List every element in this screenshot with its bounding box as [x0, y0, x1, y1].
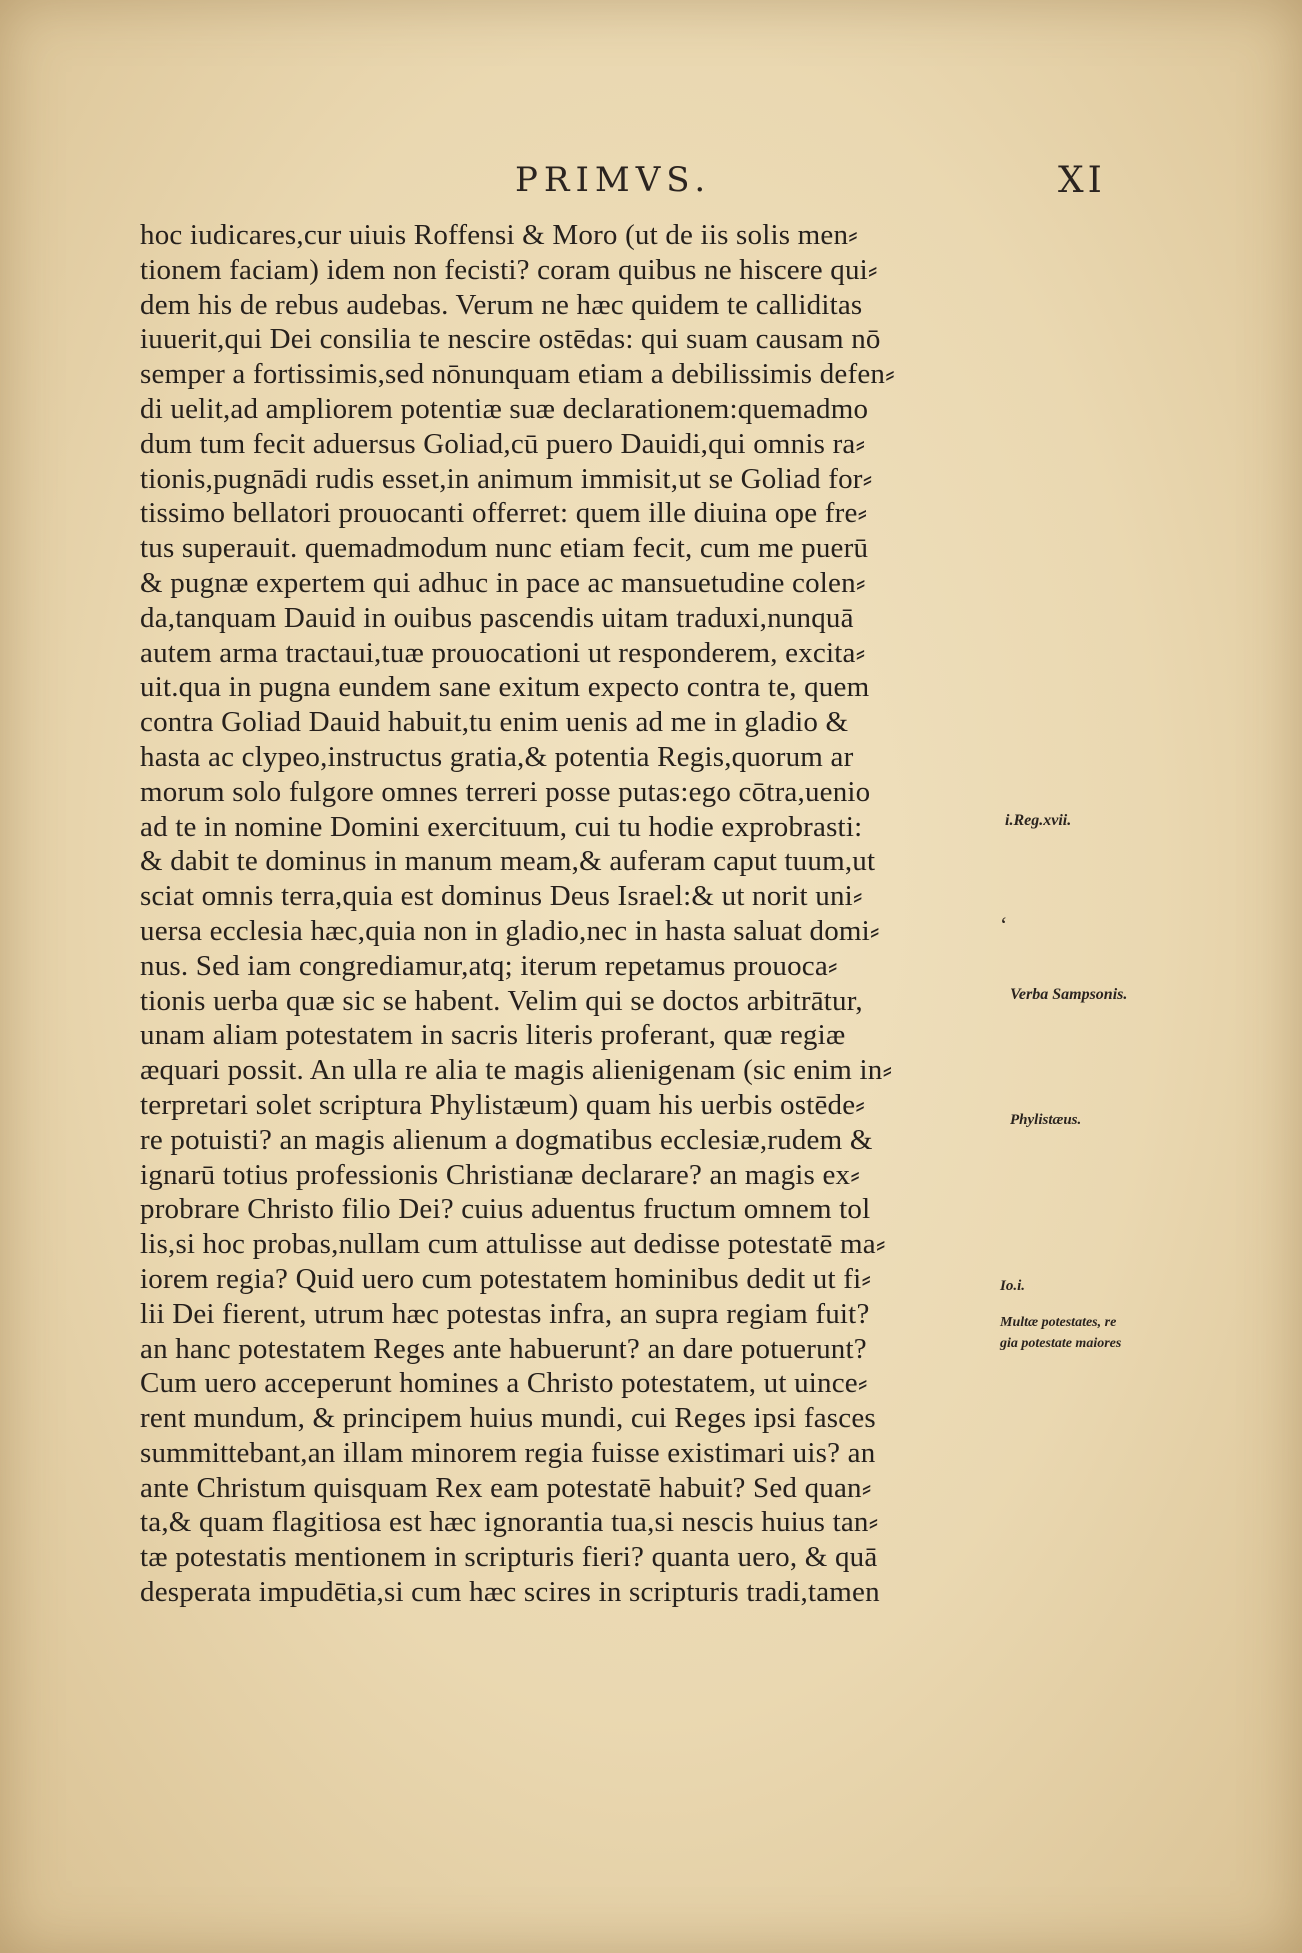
- text-line: tionem faciam) idem non fecisti? coram quibus ne hiscere qui⸗: [140, 253, 878, 286]
- running-title: PRIMVS.: [515, 160, 712, 200]
- main-text-block: [140, 218, 985, 1618]
- text-line: & dabit te dominus in manum meam,& auferam caput tuum,ut: [140, 845, 876, 878]
- text-line: contra Goliad Dauid habuit,tu enim uenis ad me in gladio &: [140, 706, 849, 739]
- text-line: ignarū totius professionis Christianæ declarare? an magis ex⸗: [140, 1158, 861, 1191]
- text-line: ta,& quam flagitiosa est hæc ignorantia tua,si nescis huius tan⸗: [140, 1506, 879, 1539]
- folio-number: XI: [1058, 160, 1106, 201]
- text-line: rent mundum, & principem huius mundi, cui Reges ipsi fasces: [140, 1402, 876, 1435]
- text-line: hasta ac clypeo,instructus gratia,& potentia Regis,quorum ar: [140, 740, 854, 773]
- text-line: tæ potestatis mentionem in scripturis fieri? quanta uero, & quā: [140, 1541, 878, 1574]
- marginal-note-potestates: [1000, 1312, 1121, 1354]
- text-line: morum solo fulgore omnes terreri posse putas:ego cōtra,uenio: [140, 775, 871, 808]
- text-line: ad te in nomine Domini exercituum, cui tu hodie exprobrasti:: [140, 810, 863, 843]
- text-line: ante Christum quisquam Rex eam potestatē habuit? Sed quan⸗: [140, 1471, 872, 1504]
- text-line: & pugnæ expertem qui adhuc in pace ac mansuetudine colen⸗: [140, 566, 866, 599]
- text-line: Cum uero acceperunt homines a Christo potestatem, ut uince⸗: [140, 1367, 868, 1400]
- marginal-note-phylistaeus: Phylistæus.: [1010, 1112, 1082, 1128]
- text-line: dum tum fecit aduersus Goliad,cū puero Dauidi,qui omnis ra⸗: [140, 427, 866, 460]
- text-line: probrare Christo filio Dei? cuius aduentus fructum omnem tol: [140, 1193, 871, 1226]
- text-line: tionis uerba quæ sic se habent. Velim qui se doctos arbitrātur,: [140, 984, 863, 1017]
- stray-mark-icon: ʻ: [1000, 912, 1008, 937]
- marginal-note-potestates-line: Multæ potestates, re: [1000, 1315, 1117, 1330]
- text-line: lis,si hoc probas,nullam cum attulisse aut dedisse potestatē ma⸗: [140, 1228, 886, 1261]
- text-line: summittebant,an illam minorem regia fuisse existimari uis? an: [140, 1436, 876, 1469]
- marginal-note-io: Io.i.: [1000, 1278, 1026, 1294]
- text-line: uit.qua in pugna eundem sane exitum expecto contra te, quem: [140, 671, 870, 704]
- text-line: iuuerit,qui Dei consilia te nescire ostēdas: qui suam causam nō: [140, 323, 881, 356]
- text-line: lii Dei fierent, utrum hæc potestas infra, an supra regiam fuit?: [140, 1297, 870, 1330]
- text-line: desperata impudētia,si cum hæc scires in scripturis tradi,tamen: [140, 1576, 880, 1609]
- text-line: æquari possit. An ulla re alia te magis alienigenam (sic enim in⸗: [140, 1054, 893, 1087]
- text-line: autem arma tractaui,tuæ prouocationi ut responderem, excita⸗: [140, 636, 866, 669]
- text-line: di uelit,ad ampliorem potentiæ suæ declarationem:quemadmo: [140, 392, 869, 425]
- text-line: tissimo bellatori prouocanti offerret: quem ille diuina ope fre⸗: [140, 497, 868, 530]
- text-line: terpretari solet scriptura Phylistæum) quam his uerbis ostēde⸗: [140, 1088, 866, 1121]
- text-line: an hanc potestatem Reges ante habuerunt? an dare potuerunt?: [140, 1332, 867, 1365]
- text-line: sciat omnis terra,quia est dominus Deus Israel:& ut norit uni⸗: [140, 880, 863, 913]
- text-line: dem his de rebus audebas. Verum ne hæc quidem te calliditas: [140, 288, 863, 321]
- marginal-note-sampsonis: Verba Sampsonis.: [1010, 986, 1128, 1003]
- text-line: nus. Sed iam congrediamur,atq; iterum repetamus prouoca⸗: [140, 949, 838, 982]
- text-line: uersa ecclesia hæc,quia non in gladio,nec in hasta saluat domi⸗: [140, 914, 880, 947]
- text-line: re potuisti? an magis alienum a dogmatibus ecclesiæ,rudem &: [140, 1123, 873, 1156]
- text-line: tus superauit. quemadmodum nunc etiam fecit, cum me puerū: [140, 532, 869, 565]
- text-line: hoc iudicares,cur uiuis Roffensi & Moro (ut de iis solis men⸗: [140, 219, 859, 251]
- marginal-note-potestates-line: gia potestate maiores: [1000, 1336, 1122, 1351]
- marginal-note-reg: i.Reg.xvii.: [1005, 812, 1072, 829]
- text-line: tionis,pugnādi rudis esset,in animum immisit,ut se Goliad for⸗: [140, 462, 873, 495]
- text-line: unam aliam potestatem in sacris literis proferant, quæ regiæ: [140, 1019, 846, 1052]
- text-line: semper a fortissimis,sed nōnunquam etiam a debilissimis defen⸗: [140, 358, 895, 391]
- text-line: iorem regia? Quid uero cum potestatem hominibus dedit ut fi⸗: [140, 1262, 872, 1295]
- text-line: da,tanquam Dauid in ouibus pascendis uitam traduxi,nunquā: [140, 601, 854, 634]
